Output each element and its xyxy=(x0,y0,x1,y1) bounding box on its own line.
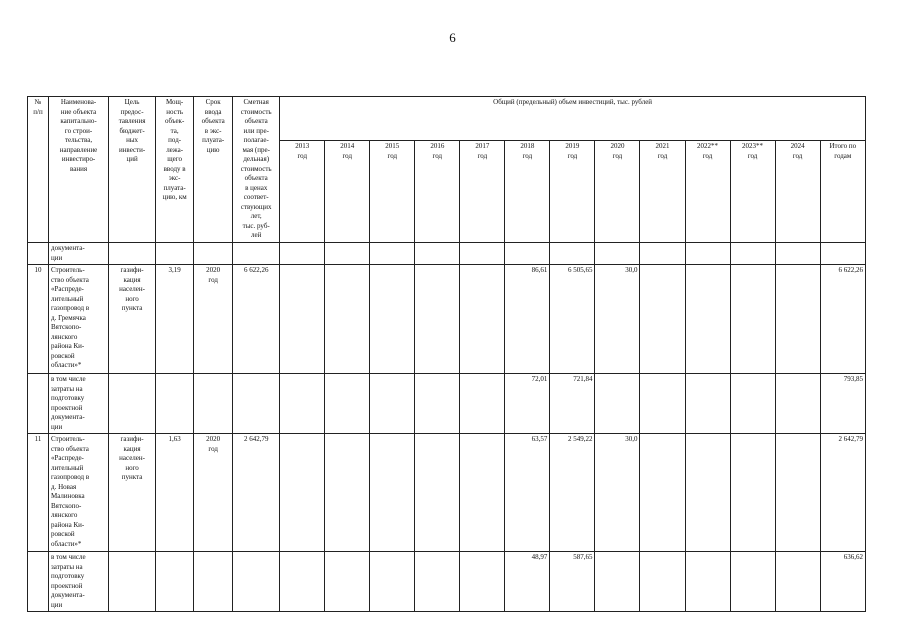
header-year: 2024 год xyxy=(775,141,820,243)
cell-no xyxy=(28,243,49,265)
cell-year-value xyxy=(640,434,685,552)
cell-year-value xyxy=(775,374,820,434)
cell-year-value: 48,97 xyxy=(505,552,550,612)
cell-year-value xyxy=(280,552,325,612)
cell-year-value: 30,0 xyxy=(595,265,640,374)
cell-year-value xyxy=(370,434,415,552)
cell-year-value xyxy=(280,265,325,374)
cell-year-value xyxy=(775,265,820,374)
cell-purpose xyxy=(109,374,156,434)
cell-year-value xyxy=(370,552,415,612)
cell-year-value xyxy=(325,243,370,265)
cell-total: 793,85 xyxy=(820,374,865,434)
table-header xyxy=(28,97,866,243)
cell-deadline xyxy=(194,374,233,434)
cell-year-value xyxy=(280,243,325,265)
cell-year-value: 2 549,22 xyxy=(550,434,595,552)
cell-capacity xyxy=(156,374,194,434)
cell-cost xyxy=(233,552,280,612)
header-capacity: Мощ- ность объек- та, под- лежа- щего вводу в экс- плуата- цию, км xyxy=(156,97,194,243)
header-year: 2021 год xyxy=(640,141,685,243)
header-total: Итого по годам xyxy=(820,141,865,243)
cell-year-value xyxy=(730,434,775,552)
cell-deadline: 2020 год xyxy=(194,265,233,374)
cell-cost xyxy=(233,243,280,265)
cell-purpose: газифи- кация населен- ного пункта xyxy=(109,265,156,374)
cell-year-value xyxy=(640,552,685,612)
cell-deadline xyxy=(194,552,233,612)
cell-year-value xyxy=(415,552,460,612)
cell-year-value: 72,01 xyxy=(505,374,550,434)
cell-year-value: 86,61 xyxy=(505,265,550,374)
cell-year-value xyxy=(325,434,370,552)
cell-deadline: 2020 год xyxy=(194,434,233,552)
cell-year-value xyxy=(415,374,460,434)
header-year: 2015 год xyxy=(370,141,415,243)
header-no: № п/п xyxy=(28,97,49,243)
cell-year-value xyxy=(685,243,730,265)
cell-year-value xyxy=(460,374,505,434)
cell-capacity: 3,19 xyxy=(156,265,194,374)
cell-year-value xyxy=(505,243,550,265)
header-year: 2014 год xyxy=(325,141,370,243)
cell-year-value xyxy=(685,552,730,612)
cell-year-value xyxy=(685,434,730,552)
cell-year-value xyxy=(685,374,730,434)
cell-year-value: 63,57 xyxy=(505,434,550,552)
cell-capacity: 1,63 xyxy=(156,434,194,552)
cell-purpose xyxy=(109,243,156,265)
cell-year-value: 587,65 xyxy=(550,552,595,612)
table-row xyxy=(28,243,866,265)
cell-cost xyxy=(233,374,280,434)
cell-total xyxy=(820,243,865,265)
cell-year-value: 30,0 xyxy=(595,434,640,552)
header-estimated-cost: Сметная стоимость объекта или пре- полагае- мая (пре- дельная) стоимость объекта в ценах соответ- ствующих лет, тыс. руб- лей xyxy=(233,97,280,243)
header-year: 2019 год xyxy=(550,141,595,243)
cell-year-value: 721,84 xyxy=(550,374,595,434)
cell-no: 10 xyxy=(28,265,49,374)
cell-year-value xyxy=(415,434,460,552)
cell-capacity xyxy=(156,552,194,612)
cell-year-value xyxy=(595,552,640,612)
cell-year-value: 6 505,65 xyxy=(550,265,595,374)
cell-year-value xyxy=(640,265,685,374)
cell-year-value xyxy=(280,434,325,552)
cell-deadline xyxy=(194,243,233,265)
header-object-name: Наименова- ние объекта капитально- го строи- тельства, направление инвестиро- вания xyxy=(49,97,109,243)
header-year: 2022** год xyxy=(685,141,730,243)
cell-cost: 6 622,26 xyxy=(233,265,280,374)
cell-year-value xyxy=(730,243,775,265)
header-row-top xyxy=(28,97,866,141)
cell-year-value xyxy=(730,374,775,434)
cell-object-name: документа- ции xyxy=(49,243,109,265)
cell-year-value xyxy=(730,552,775,612)
cell-year-value xyxy=(415,265,460,374)
cell-year-value xyxy=(325,552,370,612)
header-deadline: Срок ввода объекта в экс- плуата- цию xyxy=(194,97,233,243)
header-year: 2017 год xyxy=(460,141,505,243)
table-row xyxy=(28,374,866,434)
cell-capacity xyxy=(156,243,194,265)
cell-year-value xyxy=(730,265,775,374)
cell-year-value xyxy=(775,243,820,265)
cell-year-value xyxy=(775,552,820,612)
cell-object-name: в том числе затраты на подготовку проектной документа- ции xyxy=(49,374,109,434)
investment-table xyxy=(27,96,866,612)
table-body xyxy=(28,243,866,612)
cell-object-name: в том числе затраты на подготовку проектной документа- ции xyxy=(49,552,109,612)
cell-year-value xyxy=(325,374,370,434)
header-year: 2023** год xyxy=(730,141,775,243)
cell-no xyxy=(28,552,49,612)
cell-year-value xyxy=(460,243,505,265)
cell-no: 11 xyxy=(28,434,49,552)
table-row xyxy=(28,265,866,374)
cell-year-value xyxy=(640,374,685,434)
cell-year-value xyxy=(685,265,730,374)
cell-total: 2 642,79 xyxy=(820,434,865,552)
header-year: 2016 год xyxy=(415,141,460,243)
table-row xyxy=(28,552,866,612)
header-year: 2013 год xyxy=(280,141,325,243)
cell-total: 6 622,26 xyxy=(820,265,865,374)
cell-year-value xyxy=(280,374,325,434)
cell-year-value xyxy=(370,243,415,265)
cell-year-value xyxy=(460,552,505,612)
cell-year-value xyxy=(595,374,640,434)
cell-year-value xyxy=(370,374,415,434)
header-year: 2018 год xyxy=(505,141,550,243)
header-purpose: Цель предос- тавления бюджет- ных инвести- ций xyxy=(109,97,156,243)
header-investment-volume: Общий (предельный) объем инвестиций, тыс. рублей xyxy=(280,97,866,141)
page-number: 6 xyxy=(449,30,456,45)
cell-year-value xyxy=(595,243,640,265)
cell-year-value xyxy=(460,434,505,552)
cell-year-value xyxy=(775,434,820,552)
cell-no xyxy=(28,374,49,434)
cell-year-value xyxy=(325,265,370,374)
header-year: 2020 год xyxy=(595,141,640,243)
cell-total: 636,62 xyxy=(820,552,865,612)
cell-year-value xyxy=(640,243,685,265)
table-row xyxy=(28,434,866,552)
cell-year-value xyxy=(415,243,460,265)
cell-year-value xyxy=(460,265,505,374)
cell-purpose xyxy=(109,552,156,612)
cell-object-name: Строитель- ство объекта «Распреде- лительный газопровод в д. Гремячка Вятскопо- лянского района Ки- ровской области»* xyxy=(49,265,109,374)
cell-year-value xyxy=(550,243,595,265)
cell-object-name: Строитель- ство объекта «Распреде- лительный газопровод в д. Новая Малиновка Вятскопо- лянского района Ки- ровской области»* xyxy=(49,434,109,552)
cell-cost: 2 642,79 xyxy=(233,434,280,552)
cell-purpose: газифи- кация населен- ного пункта xyxy=(109,434,156,552)
cell-year-value xyxy=(370,265,415,374)
